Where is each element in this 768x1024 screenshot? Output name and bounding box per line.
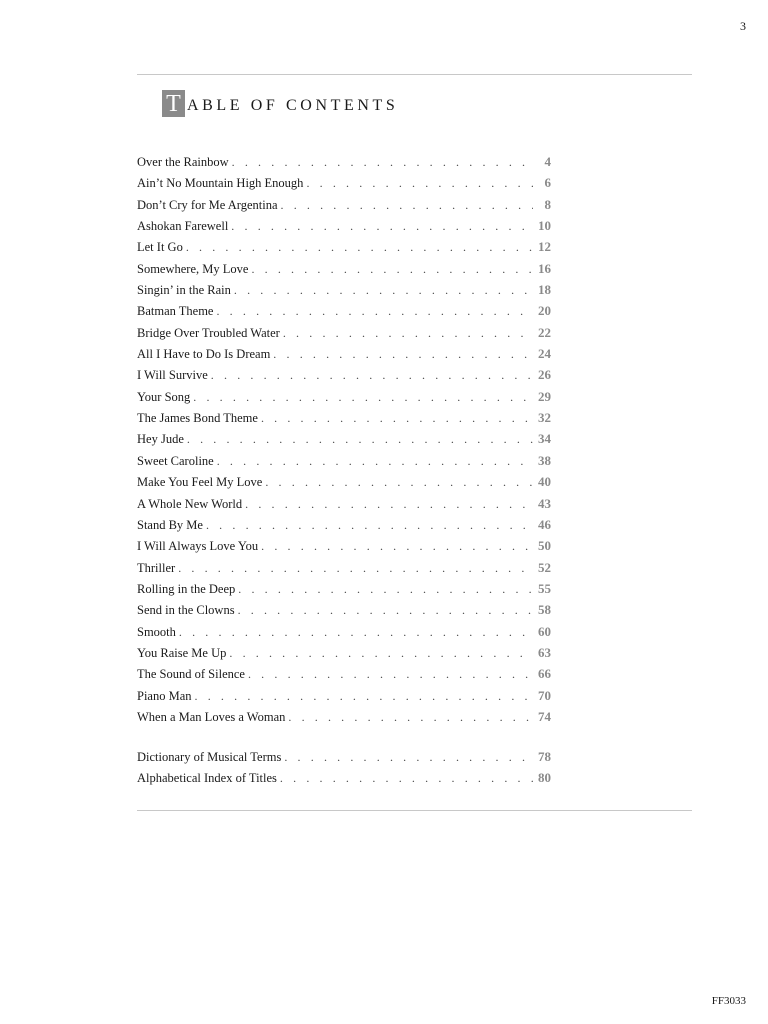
toc-entry-page: 10 [538, 218, 551, 234]
page-title [162, 89, 398, 117]
dot-leader [238, 582, 533, 597]
dot-leader [206, 518, 533, 533]
toc-entry-title: I Will Survive [137, 368, 208, 383]
toc-entry [137, 688, 551, 709]
toc-entry-title: A Whole New World [137, 496, 243, 511]
dot-leader [273, 347, 533, 362]
toc-entry-page: 52 [538, 559, 551, 575]
dot-leader [211, 368, 533, 383]
dot-leader [178, 561, 533, 576]
toc-entry-title: Thriller [137, 560, 176, 575]
toc-entry-title: I Will Always Love You [137, 539, 259, 554]
toc-entry-title: The Sound of Silence [137, 667, 245, 682]
toc-entry-page: 55 [538, 580, 551, 596]
toc-entry [137, 367, 551, 388]
toc-entry-title: Let It Go [137, 240, 183, 255]
toc-entry-page: 26 [538, 367, 551, 383]
dot-leader [245, 497, 533, 512]
top-rule [137, 74, 692, 75]
toc-entry [137, 560, 551, 581]
dot-leader [238, 603, 533, 618]
dot-leader [248, 667, 533, 682]
toc-entry-page: 78 [538, 749, 551, 764]
toc-entry [137, 602, 551, 623]
toc-entry-page: 50 [538, 538, 551, 554]
toc-entry-page: 63 [538, 644, 551, 660]
toc-entry [137, 453, 551, 474]
toc-entry-page: 38 [538, 452, 551, 468]
dot-leader [217, 454, 533, 469]
toc-entry-page: 80 [538, 770, 551, 786]
toc-entry [137, 431, 551, 452]
toc-entry-page: 66 [538, 666, 551, 682]
dot-leader [229, 646, 533, 661]
toc-entry [137, 645, 551, 666]
toc-entry-title: Smooth [137, 624, 176, 639]
dot-leader [284, 750, 533, 765]
toc-entry-title: Your Song [137, 389, 191, 404]
toc-entry-page: 58 [538, 602, 551, 618]
toc-entry-title: Alphabetical Index of Titles [137, 771, 277, 786]
toc-entry-page: 16 [538, 260, 551, 276]
toc-entry-page: 43 [538, 495, 551, 511]
dot-leader [186, 240, 533, 255]
dot-leader [280, 771, 533, 786]
dot-leader [261, 539, 533, 554]
dot-leader [231, 219, 533, 234]
toc-entry-title: Piano Man [137, 688, 192, 703]
toc-entry-page: 8 [544, 196, 551, 212]
toc-entry-title: Singin’ in the Rain [137, 283, 231, 298]
toc-entry [137, 218, 551, 239]
toc-entry [137, 261, 551, 282]
toc-entry-page: 12 [538, 239, 551, 255]
toc-entry [137, 538, 551, 559]
toc-entry [137, 389, 551, 410]
dot-leader [281, 198, 534, 213]
toc-entry-page: 60 [538, 623, 551, 639]
toc-entry [137, 197, 551, 218]
toc-entry-page: 32 [538, 410, 551, 426]
toc-entry [137, 346, 551, 367]
dot-leader [179, 625, 533, 640]
toc-entry-title: The James Bond Theme [137, 411, 258, 426]
toc-entry-page: 18 [538, 282, 551, 298]
title-text: ABLE OF CONTENTS [187, 97, 399, 114]
toc-entry-page: 6 [544, 175, 551, 191]
bottom-rule [137, 810, 692, 811]
toc-entry [137, 749, 551, 770]
dot-leader [232, 155, 533, 170]
toc-entry-page: 20 [538, 303, 551, 319]
catalog-code: FF3033 [711, 995, 746, 1007]
page-number: 3 [740, 19, 746, 33]
dot-leader [195, 689, 533, 704]
dot-leader [187, 432, 533, 447]
toc-entry-title: Hey Jude [137, 432, 184, 447]
toc-entry [137, 474, 551, 495]
toc-entry-page: 22 [538, 324, 551, 340]
toc-entry-title: Somewhere, My Love [137, 261, 249, 276]
dot-leader [265, 475, 533, 490]
toc-entry-title: Batman Theme [137, 304, 214, 319]
toc-entry [137, 282, 551, 303]
toc-entry-title: All I Have to Do Is Dream [137, 347, 271, 362]
dot-leader [216, 304, 533, 319]
dot-leader [306, 176, 533, 191]
toc-entry [137, 410, 551, 431]
dot-leader [261, 411, 533, 426]
dot-leader [234, 283, 533, 298]
toc-entry [137, 581, 551, 602]
toc-entry-title: Make You Feel My Love [137, 475, 263, 490]
toc-entry-page: 74 [538, 708, 551, 724]
toc-entry-page: 46 [538, 516, 551, 532]
dot-leader [288, 710, 533, 725]
dot-leader [193, 390, 533, 405]
toc-entry-page: 4 [544, 154, 551, 169]
toc-entry [137, 624, 551, 645]
toc-entry-title: Dictionary of Musical Terms [137, 750, 282, 764]
toc-entry [137, 303, 551, 324]
toc-entry [137, 496, 551, 517]
toc-entry-title: Bridge Over Troubled Water [137, 325, 280, 340]
toc-entry-page: 40 [538, 474, 551, 490]
toc-entry-page: 24 [538, 346, 551, 362]
drop-cap: T [162, 90, 185, 117]
toc-entry-title: Sweet Caroline [137, 453, 214, 468]
toc-entry-title: You Raise Me Up [137, 645, 227, 660]
toc-entry-title: Ain’t No Mountain High Enough [137, 176, 304, 191]
dot-leader [251, 262, 533, 277]
dot-leader [283, 326, 533, 341]
toc-entry-page: 70 [538, 687, 551, 703]
toc-entry [137, 325, 551, 346]
toc-entry-title: When a Man Loves a Woman [137, 709, 286, 724]
back-matter-list [137, 749, 551, 792]
toc-entry-title: Stand By Me [137, 517, 203, 532]
toc-entry-title: Rolling in the Deep [137, 581, 236, 596]
toc-entry [137, 666, 551, 687]
toc-entry-page: 34 [538, 431, 551, 447]
toc-entry-page: 29 [538, 388, 551, 404]
toc-entry [137, 770, 551, 791]
toc-entry [137, 239, 551, 260]
toc-entry-title: Send in the Clowns [137, 603, 235, 618]
toc-entry-title: Don’t Cry for Me Argentina [137, 197, 278, 212]
toc-entry-title: Over the Rainbow [137, 155, 229, 169]
toc-list [137, 154, 551, 730]
toc-entry [137, 154, 551, 175]
toc-entry [137, 517, 551, 538]
toc-entry [137, 709, 551, 730]
toc-entry [137, 175, 551, 196]
toc-entry-title: Ashokan Farewell [137, 219, 229, 234]
